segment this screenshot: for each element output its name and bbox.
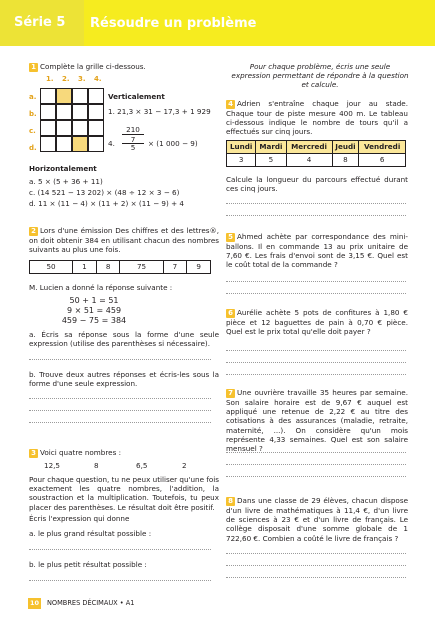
exercise-intro: Voici quatre nombres : bbox=[40, 448, 122, 457]
answer-line[interactable] bbox=[226, 464, 406, 465]
answer-line[interactable] bbox=[29, 410, 211, 411]
exercise-number: 8 bbox=[226, 497, 235, 506]
response-line: 50 + 1 = 51 bbox=[69, 296, 119, 305]
exercise-1 bbox=[29, 62, 219, 72]
exercise-text: Ahmed achète par correspondance des mini-ballons. Il en commande 13 au prix unitaire de 7,60 €. Les frais d'envoi sont de 3,15 €. Quel est le coût total de la commande ? bbox=[226, 232, 408, 270]
answer-line[interactable] bbox=[226, 203, 406, 204]
vertical-clue-4 bbox=[108, 125, 218, 153]
answer-line[interactable] bbox=[29, 359, 211, 360]
answer-line[interactable] bbox=[226, 452, 406, 453]
grid-col-label: 3. bbox=[78, 75, 86, 83]
day-header: Vendredi bbox=[359, 141, 406, 154]
answer-line[interactable] bbox=[226, 350, 406, 351]
grid-cell[interactable] bbox=[88, 136, 104, 152]
vertical-title: Verticalement bbox=[108, 92, 165, 101]
answer-line[interactable] bbox=[226, 553, 406, 554]
exercise-text: Aurélie achète 5 pots de confitures à 1,80 € pièce et 12 baguettes de pain à 0,70 € pièce. Quel est le prix total qu'elle doit payer ? bbox=[226, 308, 408, 337]
horizontal-title: Horizontalement bbox=[29, 164, 97, 173]
grid-cell[interactable] bbox=[40, 88, 56, 104]
exercise-8 bbox=[226, 496, 408, 543]
answer-line[interactable] bbox=[226, 577, 406, 578]
question-2b: b. Trouve deux autres réponses et écris-les sous la forme d'une seule expression. bbox=[29, 370, 219, 389]
fraction-denominator-2: 5 bbox=[130, 143, 136, 152]
ex4-question: Calcule la longueur du parcours effectué durant ces cinq jours. bbox=[226, 175, 408, 194]
answer-line[interactable] bbox=[29, 398, 211, 399]
vertical-clue-1: 1. 21,3 × 31 − 17,3 + 1 929 bbox=[108, 107, 211, 116]
exercise-text: Une ouvrière travaille 35 heures par semaine. Son salaire horaire est de 9,67 € auquel est appliqué une retenue de 2,22 € au titre des cotisations à des assurances (maladie, retraite, maternité, ...). On considère qu'un mois représente 4,33 semaines. Quel est son salaire mensuel ? bbox=[226, 388, 408, 454]
grid-cell[interactable] bbox=[72, 120, 88, 136]
grid-row-label: a. bbox=[29, 93, 37, 101]
answer-line[interactable] bbox=[226, 476, 406, 477]
ex3-number: 12,5 bbox=[44, 461, 61, 470]
exercise-number: 1 bbox=[29, 63, 38, 72]
page-title: Résoudre un problème bbox=[90, 16, 257, 31]
grid-cell-shaded bbox=[56, 88, 72, 104]
number-cell: 1 bbox=[73, 261, 97, 274]
grid-cell[interactable] bbox=[88, 104, 104, 120]
answer-line[interactable] bbox=[29, 549, 211, 550]
response-intro: M. Lucien a donné la réponse suivante : bbox=[29, 283, 173, 292]
grid-cell[interactable] bbox=[56, 136, 72, 152]
clue-suffix: × (1 000 − 9) bbox=[148, 139, 198, 148]
exercise-instruction: Complète la grille ci-dessous. bbox=[40, 62, 146, 71]
grid-col-label: 2. bbox=[62, 75, 70, 83]
grid-cell[interactable] bbox=[40, 120, 56, 136]
answer-line[interactable] bbox=[226, 565, 406, 566]
tours-cell: 4 bbox=[286, 154, 332, 167]
response-lines bbox=[29, 296, 159, 326]
exercise-7 bbox=[226, 388, 408, 453]
number-cell: 75 bbox=[120, 261, 163, 274]
exercise-2 bbox=[29, 226, 219, 254]
right-intro: Pour chaque problème, écris une seule expression permettant de répondre à la question et calcule. bbox=[231, 62, 409, 90]
serie-label: Série 5 bbox=[0, 0, 84, 46]
number-cell: 7 bbox=[163, 261, 187, 274]
grid-cell-shaded bbox=[72, 136, 88, 152]
grid-cell[interactable] bbox=[72, 88, 88, 104]
tours-table bbox=[226, 140, 406, 167]
exercise-text: Dans une classe de 29 élèves, chacun dispose d'un livre de mathématiques à 11,4 €, d'un livre de sciences à 23 € et d'un livre de français. Le collège disposait d'une somme globale de 1 722,60 €. Combien a coûté le livre de français ? bbox=[226, 496, 408, 543]
question-2a: a. Écris sa réponse sous la forme d'une seule expression (utilise des parenthèses si nécessaire). bbox=[29, 330, 219, 349]
question-3b: b. le plus petit résultat possible : bbox=[29, 560, 147, 569]
exercise-number: 3 bbox=[29, 449, 38, 458]
grid-cell[interactable] bbox=[88, 120, 104, 136]
number-cell: 50 bbox=[30, 261, 73, 274]
horizontal-clue-a: a. 5 × (5 + 36 + 11) bbox=[29, 177, 103, 186]
tours-cell: 3 bbox=[227, 154, 256, 167]
day-header: Mercredi bbox=[286, 141, 332, 154]
grid-cell[interactable] bbox=[40, 104, 56, 120]
page-number: 10 bbox=[29, 599, 40, 607]
crossword-grid bbox=[40, 88, 104, 152]
exercise-3 bbox=[29, 448, 219, 458]
exercise-4 bbox=[226, 99, 408, 137]
exercise-5 bbox=[226, 232, 408, 270]
response-line: 9 × 51 = 459 bbox=[66, 306, 122, 315]
grid-row-label: c. bbox=[29, 127, 36, 135]
grid-row-label: b. bbox=[29, 110, 37, 118]
grid-cell[interactable] bbox=[40, 136, 56, 152]
number-cell: 9 bbox=[187, 261, 211, 274]
grid-col-label: 1. bbox=[46, 75, 54, 83]
answer-line[interactable] bbox=[226, 281, 406, 282]
answer-line[interactable] bbox=[226, 374, 406, 375]
ex3-number: 6,5 bbox=[136, 461, 148, 470]
fraction-numerator: 210 bbox=[126, 125, 140, 134]
page-header bbox=[0, 0, 435, 46]
numbers-table bbox=[29, 260, 211, 274]
exercise-number: 6 bbox=[226, 309, 235, 318]
exercise-number: 5 bbox=[226, 233, 235, 242]
horizontal-clue-c: c. (14 521 − 13 202) × (48 ÷ 12 × 3 − 6) bbox=[29, 188, 180, 197]
grid-col-label: 4. bbox=[94, 75, 102, 83]
ex3-number: 2 bbox=[182, 461, 187, 470]
day-header: Jeudi bbox=[332, 141, 359, 154]
grid-cell[interactable] bbox=[56, 104, 72, 120]
answer-line[interactable] bbox=[29, 422, 211, 423]
grid-row-label: d. bbox=[29, 144, 37, 152]
ex3-number: 8 bbox=[94, 461, 99, 470]
grid-cell[interactable] bbox=[72, 104, 88, 120]
exercise-number: 7 bbox=[226, 389, 235, 398]
answer-line[interactable] bbox=[226, 362, 406, 363]
fraction-denominator: 7 bbox=[130, 135, 136, 144]
tours-cell: 5 bbox=[256, 154, 286, 167]
grid-cell[interactable] bbox=[56, 120, 72, 136]
exercise-number: 4 bbox=[226, 100, 235, 109]
clue-label: 4. bbox=[108, 139, 115, 148]
exercise-number: 2 bbox=[29, 227, 38, 236]
answer-line[interactable] bbox=[226, 215, 406, 216]
exercise-intro: Lors d'une émission Des chiffres et des lettres®, on doit obtenir 384 en utilisant chacun des nombres suivants au plus une fois. bbox=[29, 226, 219, 255]
ex3-text: Pour chaque question, tu ne peux utiliser qu'une fois exactement les quatre nombres, l'addition, la soustraction et la multiplication. Toutefois, tu peux placer des parenthèses. Le résultat doit être positif. bbox=[29, 475, 219, 512]
ex3-ask: Écris l'expression qui donne bbox=[29, 514, 130, 523]
tours-cell: 8 bbox=[332, 154, 359, 167]
answer-line[interactable] bbox=[29, 580, 211, 581]
question-3a: a. le plus grand résultat possible : bbox=[29, 529, 152, 538]
footer-text: NOMBRES DÉCIMAUX • A1 bbox=[47, 599, 135, 607]
day-header: Mardi bbox=[256, 141, 286, 154]
exercise-6 bbox=[226, 308, 408, 336]
grid-cell[interactable] bbox=[88, 88, 104, 104]
tours-cell: 6 bbox=[359, 154, 406, 167]
answer-line[interactable] bbox=[226, 293, 406, 294]
exercise-text: Adrien s'entraîne chaque jour au stade. Chaque tour de piste mesure 400 m. Le tableau ci-dessous indique le nombre de tours qu'il a effectués sur cinq jours. bbox=[226, 99, 408, 137]
number-cell: 8 bbox=[96, 261, 120, 274]
horizontal-clue-d: d. 11 × (11 − 4) × (11 + 2) × (11 − 9) + 4 bbox=[29, 199, 184, 208]
day-header: Lundi bbox=[227, 141, 256, 154]
response-line: 459 − 75 = 384 bbox=[61, 316, 127, 325]
